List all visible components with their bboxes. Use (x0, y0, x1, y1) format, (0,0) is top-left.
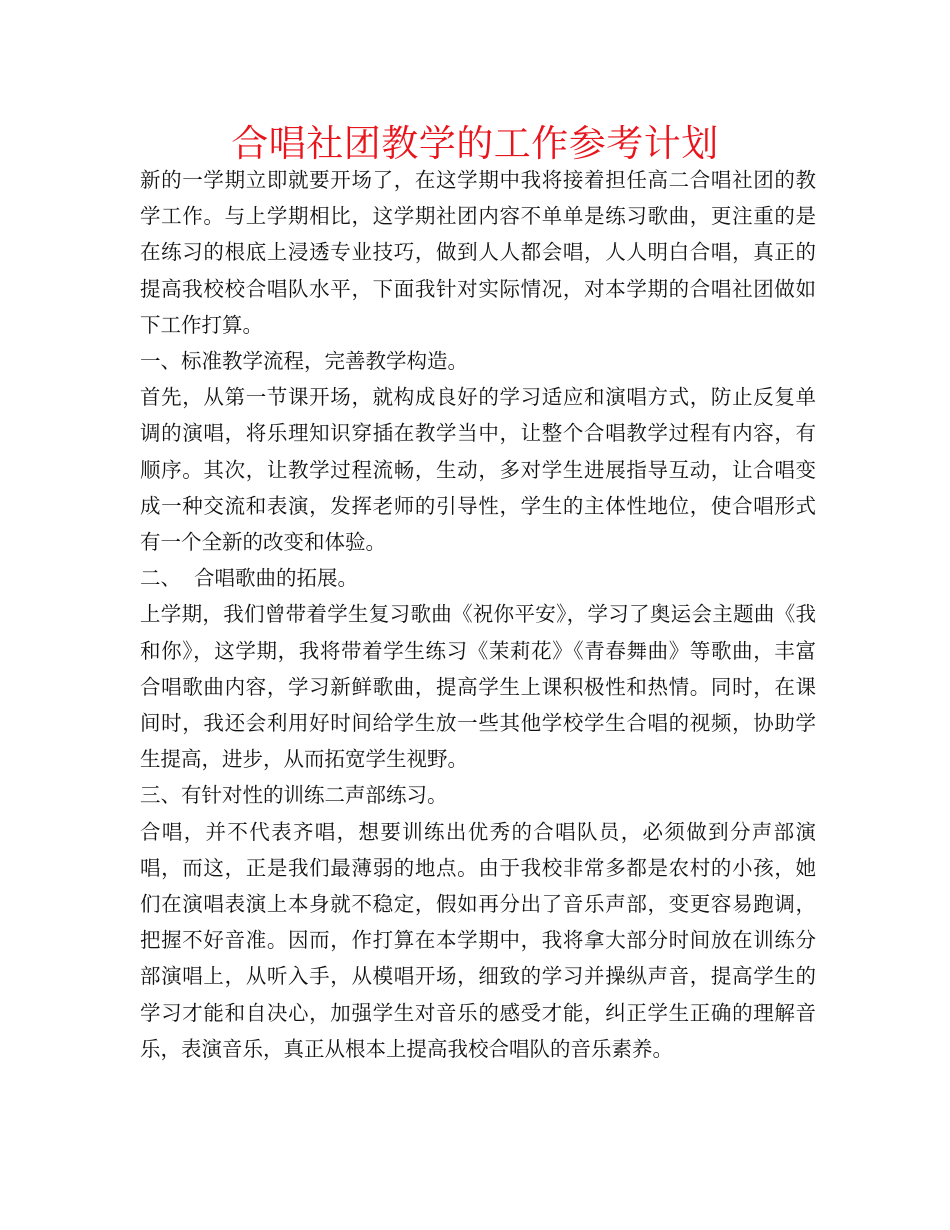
paragraph-section-1: 首先，从第一节课开场，就构成良好的学习适应和演唱方式，防止反复单调的演唱，将乐理知识穿插在教学当中，让整个合唱教学过程有内容，有顺序。其次，让教学过程流畅，生动，多对学生进展指导互动，让合唱变成一种交流和表演，发挥老师的引导性，学生的主体性地位，使合唱形式有一个全新的改变和体验。 (140, 385, 816, 555)
document-body (140, 162, 816, 1067)
document-title: 合唱社团教学的工作参考计划 (231, 122, 719, 165)
section-heading-3: 三、有针对性的训练二声部练习。 (140, 783, 448, 808)
paragraph-section-2: 上学期，我们曾带着学生复习歌曲《祝你平安》，学习了奥运会主题曲《我和你》，这学期，我将带着学生练习《茉莉花》《青春舞曲》等歌曲，丰富合唱歌曲内容，学习新鲜歌曲，提高学生上课积极性和热情。同时，在课间时，我还会利用好时间给学生放一些其他学校学生合唱的视频，协助学生提高，进步，从而拓宽学生视野。 (140, 602, 816, 772)
section-heading-2: 二、 合唱歌曲的拓展。 (140, 566, 359, 591)
section-heading-1: 一、标准教学流程，完善教学构造。 (140, 349, 468, 374)
paragraph-intro: 新的一学期立即就要开场了，在这学期中我将接着担任高二合唱社团的教学工作。与上学期相比，这学期社团内容不单单是练习歌曲，更注重的是在练习的根底上浸透专业技巧，做到人人都会唱，人人明白合唱，真正的提高我校校合唱队水平，下面我针对实际情况，对本学期的合唱社团做如下工作打算。 (140, 168, 816, 337)
paragraph-section-3: 合唱，并不代表齐唱，想要训练出优秀的合唱队员，必须做到分声部演唱，而这，正是我们最薄弱的地点。由于我校非常多都是农村的小孩，她们在演唱表演上本身就不稳定，假如再分出了音乐声部，变更容易跑调，把握不好音准。因而，作打算在本学期中，我将拿大部分时间放在训练分部演唱上，从听入手，从模唱开场，细致的学习并操纵声音，提高学生的学习才能和自决心，加强学生对音乐的感受才能，纠正学生正确的理解音乐，表演音乐，真正从根本上提高我校合唱队的音乐素养。 (140, 819, 816, 1061)
